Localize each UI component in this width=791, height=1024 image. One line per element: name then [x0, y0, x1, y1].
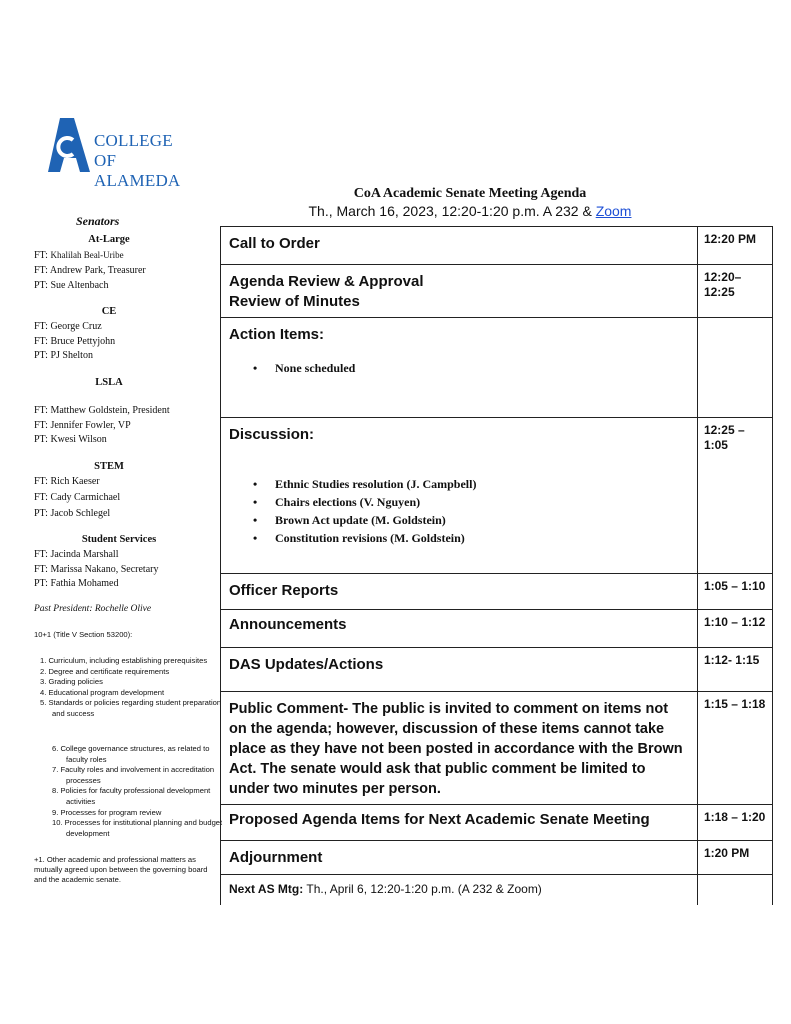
senator-name: Matthew Goldstein, President	[50, 405, 170, 416]
senator-role: PT:	[34, 280, 48, 291]
senator-line	[34, 434, 107, 445]
ten-plus-one-list	[34, 656, 224, 720]
table-row	[221, 227, 773, 265]
senator-name: Khalilah Beal-Uribe	[50, 250, 124, 260]
senator-role: FT:	[34, 476, 48, 487]
list-item: 6. College governance structures, as related to faculty roles	[52, 744, 210, 764]
review-of-minutes: Review of Minutes	[229, 293, 360, 310]
senator-line	[34, 476, 100, 487]
agenda-item-cell	[221, 227, 698, 265]
agenda-time: 1:18 – 1:20	[697, 805, 772, 841]
logo-line-2: OF ALAMEDA	[94, 151, 181, 190]
agenda-time: 1:20 PM	[697, 841, 772, 875]
agenda-item-cell	[221, 418, 698, 574]
adjournment: Adjournment	[229, 849, 323, 866]
senator-role: PT:	[34, 508, 48, 519]
table-row	[221, 692, 773, 805]
group-student-services: Student Services	[81, 534, 157, 545]
senator-line	[34, 508, 110, 519]
discussion-list	[229, 475, 689, 547]
senator-line	[34, 280, 109, 291]
list-item: 4. Educational program development	[40, 687, 165, 697]
senator-role: PT:	[34, 578, 48, 589]
action-items-heading: Action Items:	[229, 326, 325, 343]
senator-role: FT:	[34, 549, 48, 560]
agenda-item-cell	[221, 265, 698, 318]
senator-line	[34, 250, 124, 261]
meeting-subtitle	[260, 203, 680, 219]
agenda-time: 12:25 – 1:05	[697, 418, 772, 574]
agenda-item-cell	[221, 875, 698, 905]
proposed-agenda-items: Proposed Agenda Items for Next Academic Senate Meeting	[229, 811, 650, 828]
group-ce: CE	[101, 306, 117, 317]
announcements: Announcements	[229, 616, 347, 633]
officer-reports: Officer Reports	[229, 582, 339, 599]
senator-line	[34, 265, 146, 276]
logo-line-1: COLLEGE	[94, 131, 173, 150]
page-title: CoA Academic Senate Meeting Agenda	[353, 186, 587, 201]
agenda-time: 1:12- 1:15	[697, 648, 772, 692]
senator-role: FT:	[34, 405, 48, 416]
table-row	[221, 574, 773, 610]
das-updates: DAS Updates/Actions	[229, 656, 384, 673]
zoom-link[interactable]: Zoom	[595, 203, 632, 219]
list-item: 2. Degree and certificate requirements	[40, 666, 170, 676]
action-items-list	[229, 359, 689, 377]
agenda-item-cell	[221, 805, 698, 841]
table-row	[221, 648, 773, 692]
senator-name: Andrew Park, Treasurer	[49, 265, 146, 276]
table-row	[221, 875, 773, 905]
college-logo-icon	[46, 118, 92, 172]
table-row	[221, 805, 773, 841]
list-item: 1. Curriculum, including establishing prerequisites	[40, 656, 208, 665]
list-item: 3. Grading policies	[40, 677, 103, 687]
senator-role: FT:	[34, 420, 48, 431]
agenda-review: Agenda Review & Approval	[229, 273, 424, 290]
senator-line	[34, 549, 119, 560]
past-president: Past President: Rochelle Olive	[34, 604, 152, 614]
senator-role: FT:	[34, 336, 48, 347]
table-row	[221, 265, 773, 318]
senator-name: Jacinda Marshall	[50, 549, 119, 560]
list-item: 7. Faculty roles and involvement in accreditation processes	[52, 765, 215, 785]
agenda-item-cell	[221, 318, 698, 418]
discussion-heading: Discussion:	[229, 426, 315, 443]
list-item: 9. Processes for program review	[52, 807, 162, 817]
agenda-item-cell	[221, 648, 698, 692]
list-item: 8. Policies for faculty professional development activities	[52, 786, 211, 806]
ten-plus-one-heading: 10+1 (Title V Section 53200):	[34, 630, 133, 639]
agenda-table	[220, 226, 773, 905]
group-lsla: LSLA	[95, 377, 123, 388]
agenda-item-cell	[221, 841, 698, 875]
senator-name: Kwesi Wilson	[50, 434, 107, 445]
senator-role: FT:	[34, 564, 48, 575]
senator-line	[34, 578, 119, 589]
senator-line	[34, 350, 93, 361]
college-logo	[46, 118, 196, 190]
agenda-item-cell	[221, 610, 698, 648]
agenda-item-cell	[221, 574, 698, 610]
senator-line	[34, 336, 115, 347]
list-item: • Brown Act update (M. Goldstein)	[229, 511, 689, 529]
plus-one-note: +1. Other academic and professional matters as mutually agreed upon between the governing board and the academic senate.	[34, 855, 208, 884]
agenda-time	[697, 875, 772, 905]
senator-role: FT:	[34, 250, 48, 261]
senators-title: Senators	[76, 214, 120, 228]
agenda-time: 1:05 – 1:10	[697, 574, 772, 610]
senator-line	[34, 492, 120, 503]
agenda-time: 1:10 – 1:12	[697, 610, 772, 648]
table-row	[221, 610, 773, 648]
list-item: • Ethnic Studies resolution (J. Campbell)	[229, 475, 689, 493]
senator-name: PJ Shelton	[50, 350, 93, 361]
senator-name: Sue Altenbach	[50, 280, 109, 291]
list-item: • None scheduled	[229, 359, 689, 377]
next-meeting-text: Th., April 6, 12:20-1:20 p.m. (A 232 & Zoom)	[306, 882, 542, 896]
agenda-time: 12:20–12:25	[697, 265, 772, 318]
table-row	[221, 841, 773, 875]
senator-name: Cady Carmichael	[50, 492, 121, 503]
senator-name: George Cruz	[50, 321, 102, 332]
group-stem: STEM	[94, 461, 124, 472]
next-meeting-label: Next AS Mtg:	[229, 882, 304, 896]
agenda-item-cell	[221, 692, 698, 805]
public-comment: Public Comment- The public is invited to comment on items not on the agenda; however, discussion of these items cannot take place as they have not been posted in accordance with the Brown Act. The senate would ask that public comment be limited to under two minutes per person.	[229, 701, 683, 797]
ten-plus-one-list-2	[34, 744, 224, 839]
senator-role: FT:	[34, 492, 48, 503]
table-row	[221, 418, 773, 574]
senator-name: Jacob Schlegel	[50, 508, 111, 519]
senator-role: FT:	[34, 321, 48, 332]
list-item: • Chairs elections (V. Nguyen)	[229, 493, 689, 511]
meeting-datetime: Th., March 16, 2023, 12:20-1:20 p.m. A 232 &	[308, 203, 592, 219]
list-item: 5. Standards or policies regarding student preparation and success	[40, 698, 222, 718]
senator-role: PT:	[34, 350, 48, 361]
senator-name: Marissa Nakano, Secretary	[50, 564, 159, 575]
senator-name: Fathia Mohamed	[50, 578, 119, 589]
senator-name: Rich Kaeser	[50, 476, 100, 487]
senator-line	[34, 321, 102, 332]
senator-line	[34, 420, 131, 431]
senator-name: Jennifer Fowler, VP	[50, 420, 131, 431]
agenda-time: 12:20 PM	[697, 227, 772, 265]
senator-line	[34, 405, 170, 416]
list-item: 10. Processes for institutional planning and budget development	[52, 818, 223, 838]
senator-role: PT:	[34, 434, 48, 445]
table-row	[221, 318, 773, 418]
call-to-order: Call to Order	[229, 235, 320, 252]
next-meeting	[229, 882, 689, 896]
senator-line	[34, 564, 158, 575]
senator-name: Bruce Pettyjohn	[50, 336, 116, 347]
group-at-large: At-Large	[88, 234, 130, 245]
list-item: • Constitution revisions (M. Goldstein)	[229, 529, 689, 547]
senator-role: FT:	[34, 265, 48, 276]
agenda-time	[697, 318, 772, 418]
agenda-time: 1:15 – 1:18	[697, 692, 772, 805]
